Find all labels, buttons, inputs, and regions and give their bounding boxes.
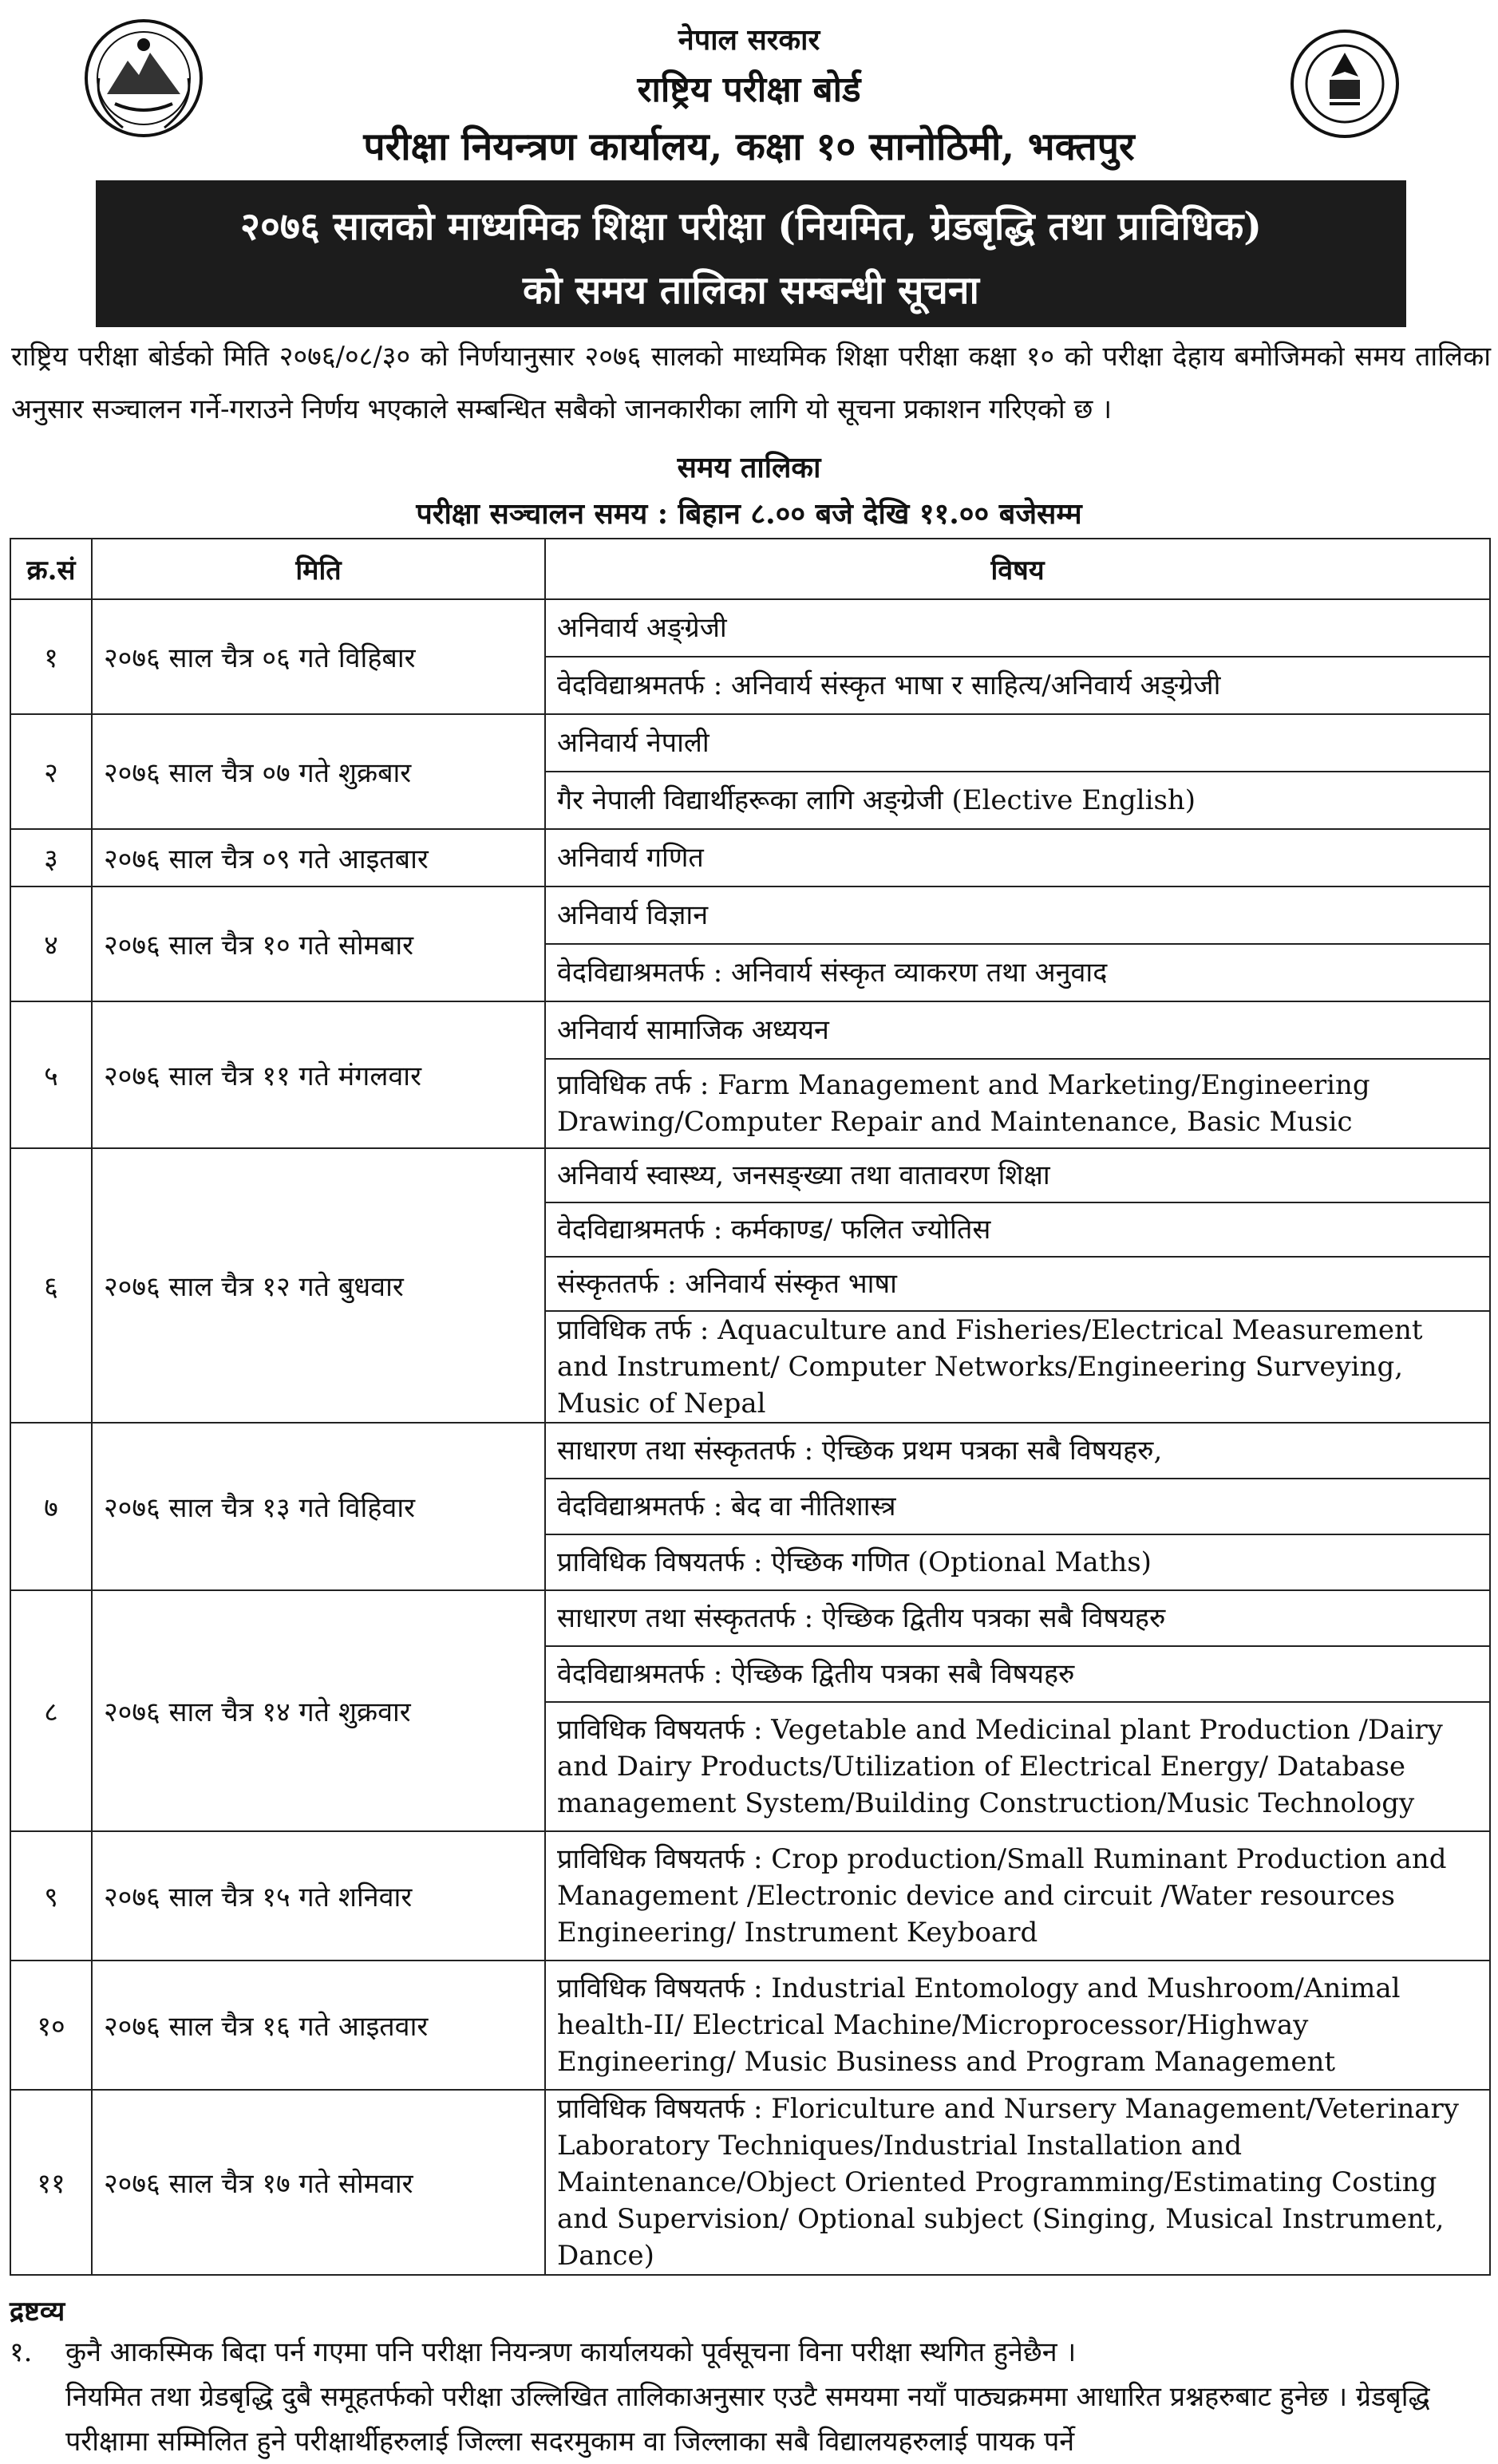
row-serial: २ [10, 714, 92, 829]
row-date: २०७६ साल चैत्र १३ गते विहिवार [92, 1423, 545, 1590]
table-row [10, 1831, 1490, 1961]
row-date: २०७६ साल चैत्र १४ गते शुक्रवार [92, 1590, 545, 1831]
header [0, 0, 1498, 176]
row-serial: ४ [10, 886, 92, 1001]
table-row [10, 1961, 1490, 2090]
row-subject: अनिवार्य स्वास्थ्य, जनसङ्ख्या तथा वातावरण शिक्षा [545, 1148, 1490, 1202]
row-subject: अनिवार्य अङ्ग्रेजी [545, 599, 1490, 657]
table-row [10, 599, 1490, 657]
schedule-heading: समय तालिका [677, 451, 821, 484]
row-serial: १० [10, 1961, 92, 2090]
row-serial: ५ [10, 1001, 92, 1148]
table-row [10, 1590, 1490, 1646]
row-subject: प्राविधिक विषयतर्फ : ऐच्छिक गणित (Optional Maths) [545, 1534, 1490, 1590]
row-serial: ६ [10, 1148, 92, 1423]
examination-board-seal-icon [1288, 27, 1401, 140]
row-subject: प्राविधिक विषयतर्फ : Crop production/Small Ruminant Production and Management /Electronic device and circuit /Water resources Engineering/ Instrument Keyboard [545, 1831, 1490, 1961]
note-text: नियमित तथा ग्रेडबृद्धि दुबै समूहतर्फको परीक्षा उल्लिखित तालिकाअनुसार एउटै समयमा नयाँ पाठ्यक्रममा आधारित प्रश्नहरुबाट हुनेछ । ग्रेडबृद्धि परीक्षामा सम्मिलित हुने परीक्षार्थीहरुलाई जिल्ला सदरमुकाम वा जिल्लाका सबै विद्यालयहरुलाई पायक पर्ने [65, 2381, 1430, 2458]
row-subject: वेदविद्याश्रमतर्फ : कर्मकाण्ड/ फलित ज्योतिस [545, 1202, 1490, 1257]
row-date: २०७६ साल चैत्र १५ गते शनिवार [92, 1831, 545, 1961]
note-item [10, 2330, 1491, 2375]
notice-title-line1: २०७६ सालको माध्यमिक शिक्षा परीक्षा (नियमित, ग्रेडबृद्धि तथा प्राविधिक) [240, 204, 1262, 249]
row-date: २०७६ साल चैत्र ०९ गते आइतबार [92, 829, 545, 886]
row-subject: साधारण तथा संस्कृततर्फ : ऐच्छिक प्रथम पत्रका सबै विषयहरु, [545, 1423, 1490, 1479]
notes-heading: द्रष्टव्य [10, 2296, 65, 2328]
table-row [10, 714, 1490, 772]
table-body [10, 599, 1490, 2275]
notice-title-line2: को समय तालिका सम्बन्धी सूचना [523, 268, 979, 313]
header-serial: क्र.सं [10, 539, 92, 599]
row-subject: प्राविधिक विषयतर्फ : Vegetable and Medicinal plant Production /Dairy and Dairy Products/Utilization of Electrical Energy/ Database management System/Building Construction/Music Technology [545, 1702, 1490, 1831]
row-date: २०७६ साल चैत्र १० गते सोमबार [92, 886, 545, 1001]
notice-title-banner [96, 180, 1406, 327]
row-date: २०७६ साल चैत्र ०७ गते शुक्रबार [92, 714, 545, 829]
table-header-row [10, 539, 1490, 599]
exam-timetable [10, 538, 1491, 2276]
board-name: राष्ट्रिय परीक्षा बोर्ड [637, 69, 861, 110]
row-date: २०७६ साल चैत्र १७ गते सोमवार [92, 2090, 545, 2275]
row-date: २०७६ साल चैत्र १२ गते बुधवार [92, 1148, 545, 1423]
header-date: मिति [92, 539, 545, 599]
note-number [10, 2375, 65, 2419]
note-item [10, 2375, 1491, 2464]
table-row [10, 829, 1490, 886]
row-subject: वेदविद्याश्रमतर्फ : अनिवार्य संस्कृत व्याकरण तथा अनुवाद [545, 944, 1490, 1001]
table-row [10, 2090, 1490, 2275]
row-subject: अनिवार्य गणित [545, 829, 1490, 886]
table-row [10, 1148, 1490, 1202]
row-subject: साधारण तथा संस्कृततर्फ : ऐच्छिक द्वितीय पत्रका सबै विषयहरु [545, 1590, 1490, 1646]
row-serial: ९ [10, 1831, 92, 1961]
table-row [10, 1423, 1490, 1479]
table-row [10, 1001, 1490, 1059]
row-date: २०७६ साल चैत्र ०६ गते विहिबार [92, 599, 545, 714]
header-subject: विषय [545, 539, 1490, 599]
row-serial: ११ [10, 2090, 92, 2275]
row-serial: १ [10, 599, 92, 714]
row-date: २०७६ साल चैत्र ११ गते मंगलवार [92, 1001, 545, 1148]
row-subject: गैर नेपाली विद्यार्थीहरूका लागि अङ्ग्रेजी (Elective English) [545, 772, 1490, 829]
note-text: कुनै आकस्मिक बिदा पर्न गएमा पनि परीक्षा नियन्त्रण कार्यालयको पूर्वसूचना विना परीक्षा स्थगित हुनेछैन । [65, 2336, 1077, 2368]
row-subject: प्राविधिक तर्फ : Aquaculture and Fisheries/Electrical Measurement and Instrument/ Computer Networks/Engineering Surveying, Music of Nepal [545, 1311, 1490, 1423]
government-label: नेपाल सरकार [678, 23, 820, 57]
intro-paragraph: राष्ट्रिय परीक्षा बोर्डको मिति २०७६/०८/३० को निर्णयानुसार २०७६ सालको माध्यमिक शिक्षा परीक्षा कक्षा १० को परीक्षा देहाय बमोजिमको समय तालिका अनुसार सञ्चालन गर्ने-गराउने निर्णय भएकाले सम्बन्धित सबैको जानकारीका लागि यो सूचना प्रकाशन गरिएको छ । [11, 341, 1491, 425]
row-subject: अनिवार्य विज्ञान [545, 886, 1490, 944]
row-subject: अनिवार्य नेपाली [545, 714, 1490, 772]
row-subject: प्राविधिक विषयतर्फ : Floriculture and Nursery Management/Veterinary Laboratory Techniques/Industrial Installation and Maintenance/Object Oriented Programming/Estimating Costing and Supervision/ Optional subject (Singing, Musical Instrument, Dance) [545, 2090, 1490, 2275]
row-serial: ३ [10, 829, 92, 886]
row-subject: अनिवार्य सामाजिक अध्ययन [545, 1001, 1490, 1059]
row-subject: प्राविधिक विषयतर्फ : Industrial Entomology and Mushroom/Animal health-II/ Electrical Machine/Microprocessor/Highway Engineering/ Music Business and Program Management [545, 1961, 1490, 2090]
row-subject: प्राविधिक तर्फ : Farm Management and Marketing/Engineering Drawing/Computer Repair and Maintenance, Basic Music [545, 1059, 1490, 1148]
note-number: १. [10, 2336, 33, 2368]
table-row [10, 886, 1490, 944]
row-subject: संस्कृततर्फ : अनिवार्य संस्कृत भाषा [545, 1257, 1490, 1311]
row-subject: वेदविद्याश्रमतर्फ : ऐच्छिक द्वितीय पत्रका सबै विषयहरु [545, 1646, 1490, 1702]
row-subject: वेदविद्याश्रमतर्फ : बेद वा नीतिशास्त्र [545, 1479, 1490, 1534]
row-serial: ७ [10, 1423, 92, 1590]
exam-time: परीक्षा सञ्चालन समय : बिहान ८.०० बजे देखि ११.०० बजेसम्म [416, 497, 1082, 531]
office-name: परीक्षा नियन्त्रण कार्यालय, कक्षा १० सानोठिमी, भक्तपुर [363, 124, 1135, 169]
row-date: २०७६ साल चैत्र १६ गते आइतवार [92, 1961, 545, 2090]
row-subject: वेदविद्याश्रमतर्फ : अनिवार्य संस्कृत भाषा र साहित्य/अनिवार्य अङ्ग्रेजी [545, 657, 1490, 714]
row-serial: ८ [10, 1590, 92, 1831]
